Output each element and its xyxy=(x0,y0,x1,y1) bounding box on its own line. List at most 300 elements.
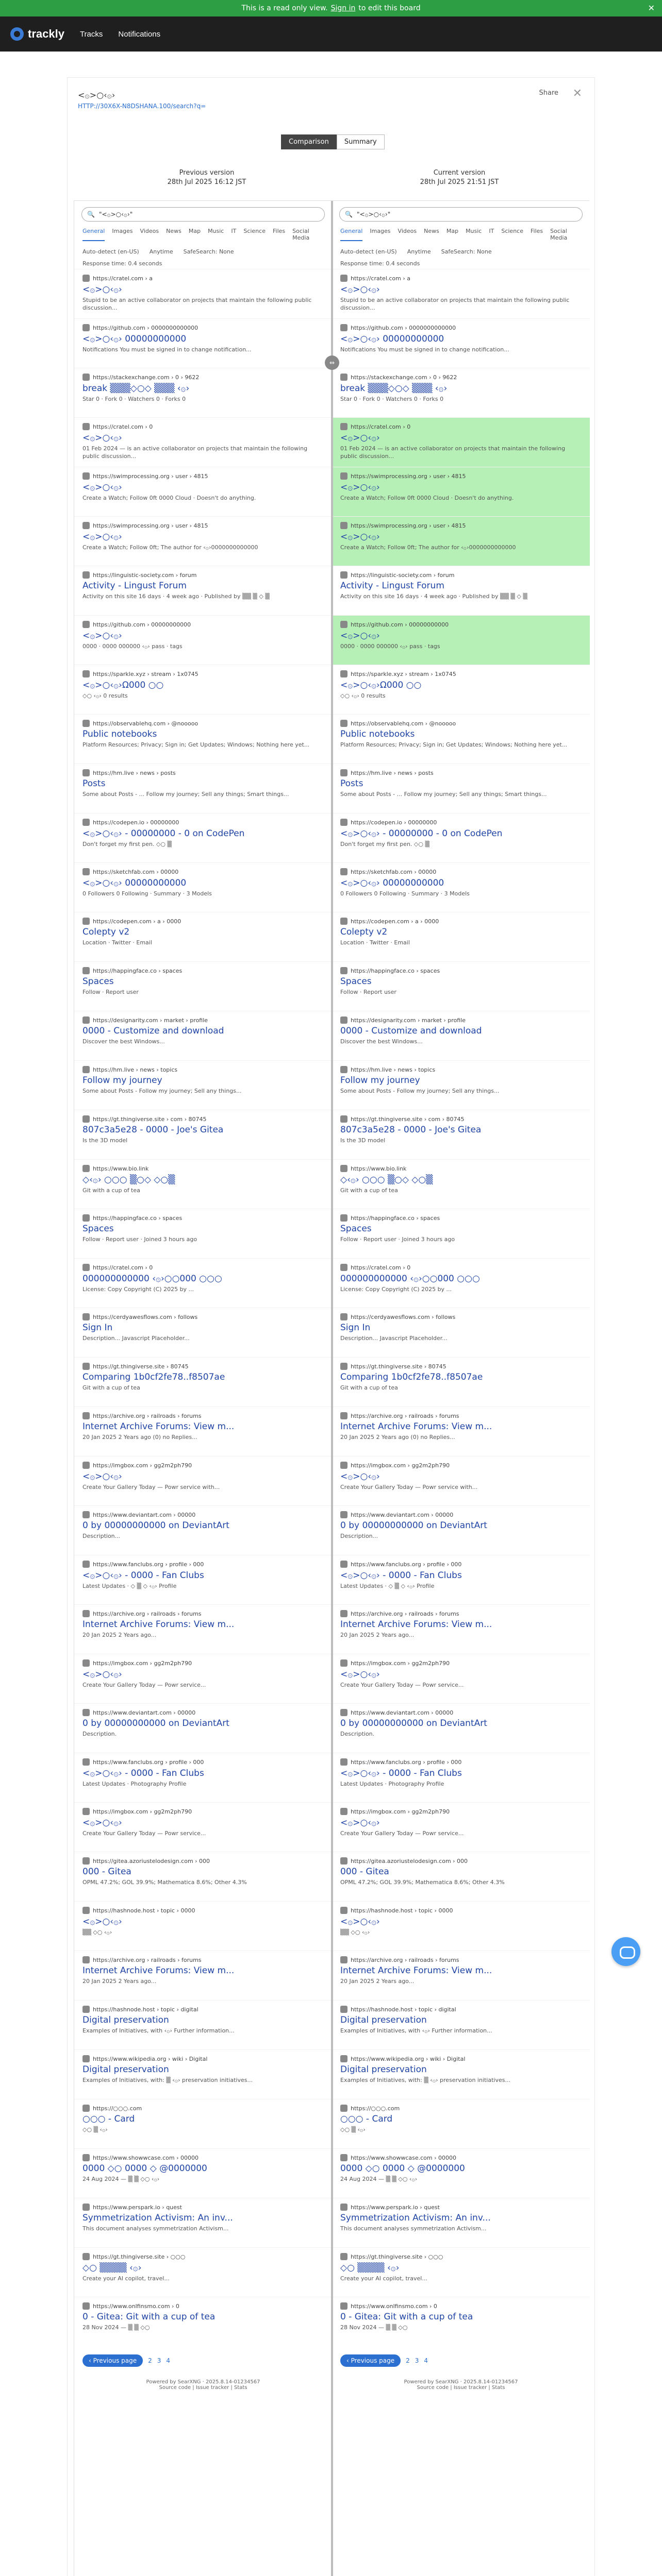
result-url: https://gitea.azoriustelodesign.com › 000 xyxy=(351,1857,468,1865)
search-result xyxy=(74,1951,332,2000)
result-title[interactable]: Activity - Lingust Forum xyxy=(340,581,444,591)
result-title[interactable]: <۞>○‹۞› xyxy=(340,284,380,295)
result-description: Is the 3D model xyxy=(82,1137,128,1144)
result-title[interactable]: Internet Archive Forums: View m... xyxy=(82,1421,235,1432)
result-title[interactable]: 0 by 00000000000 on DeviantArt xyxy=(340,1718,487,1728)
result-title[interactable]: <۞>○‹۞› xyxy=(340,631,380,641)
search-bar[interactable] xyxy=(339,207,583,222)
previous-page-button[interactable]: ‹ Previous page xyxy=(82,2354,143,2367)
result-source[interactable] xyxy=(340,720,582,727)
tab-comparison[interactable]: Comparison xyxy=(281,134,337,149)
result-source[interactable] xyxy=(340,1857,582,1865)
result-title[interactable]: 0 by 00000000000 on DeviantArt xyxy=(82,1718,229,1728)
favicon-icon xyxy=(82,2253,90,2260)
result-source[interactable] xyxy=(340,670,582,677)
close-icon[interactable]: ✕ xyxy=(648,3,655,13)
close-panel-icon[interactable]: ✕ xyxy=(572,87,582,100)
result-url: https://imgbox.com › gg2m2ph790 xyxy=(351,1462,450,1469)
result-source[interactable] xyxy=(82,374,324,381)
result-source[interactable] xyxy=(82,423,324,430)
result-title[interactable]: <۞>○‹۞› - 00000000 - 0 on CodePen xyxy=(340,828,503,839)
favicon-icon xyxy=(82,1462,90,1469)
result-title[interactable]: Colepty v2 xyxy=(340,927,388,937)
result-source[interactable] xyxy=(82,1907,324,1914)
category-tab[interactable]: General xyxy=(340,228,362,241)
result-source[interactable] xyxy=(340,522,582,529)
result-description: Git with a cup of tea xyxy=(340,1384,398,1391)
result-title[interactable]: 807c3a5e28 - 0000 - Joe's Gitea xyxy=(82,1125,224,1135)
result-title[interactable]: <۞>○‹۞› xyxy=(82,631,122,641)
result-title[interactable]: 000000000000 ‹۞›○○000 ○○○ xyxy=(82,1274,222,1284)
category-tab[interactable]: General xyxy=(82,228,105,241)
result-source[interactable] xyxy=(82,2006,324,2013)
result-source[interactable] xyxy=(82,967,324,974)
result-title[interactable]: Internet Archive Forums: View m... xyxy=(340,1421,492,1432)
footer xyxy=(74,2375,332,2395)
result-title[interactable]: <۞>○‹۞› xyxy=(340,1471,380,1482)
result-title[interactable]: 0 - Gitea: Git with a cup of tea xyxy=(82,2312,216,2322)
search-result xyxy=(74,714,332,764)
compare-slider-handle[interactable]: ⇔ xyxy=(325,355,339,370)
result-title[interactable]: 000 - Gitea xyxy=(82,1867,131,1877)
result-source[interactable] xyxy=(82,2055,324,2062)
result-source[interactable] xyxy=(340,918,582,925)
category-tab[interactable]: News xyxy=(424,228,439,234)
result-source[interactable] xyxy=(340,1610,582,1617)
result-title[interactable]: <۞>○‹۞›Ω000 ○○ xyxy=(82,680,164,690)
result-title[interactable]: <۞>○‹۞› - 0000 - Fan Clubs xyxy=(340,1570,462,1581)
search-result xyxy=(74,1209,332,1258)
result-title[interactable]: Digital preservation xyxy=(82,2015,169,2025)
previous-page-button[interactable]: ‹ Previous page xyxy=(340,2354,401,2367)
result-source[interactable] xyxy=(340,2204,582,2211)
result-title[interactable]: <۞>○‹۞›Ω000 ○○ xyxy=(340,680,422,690)
result-description: Git with a cup of tea xyxy=(82,1187,140,1194)
search-result xyxy=(74,1060,332,1110)
tab-summary[interactable]: Summary xyxy=(337,134,385,149)
result-title[interactable]: ◇‹۞› ○○○ ▒○◇ ◇○▒ xyxy=(340,1175,433,1185)
result-description: 0000 · 0000 000000 ‹۞› pass · tags xyxy=(82,643,183,650)
result-url: https://hashnode.host › topic › digital xyxy=(93,2006,198,2013)
footer-links[interactable]: Source code | Issue tracker | Stats xyxy=(159,2385,247,2391)
result-source[interactable] xyxy=(340,2154,582,2161)
result-title[interactable]: <۞>○‹۞› - 0000 - Fan Clubs xyxy=(82,1570,204,1581)
result-title[interactable]: Symmetrization Activism: An inv... xyxy=(82,2213,233,2223)
result-source[interactable] xyxy=(340,1412,582,1419)
result-source[interactable] xyxy=(82,472,324,480)
result-title[interactable]: <۞>○‹۞› 00000000000 xyxy=(340,878,444,888)
result-source[interactable] xyxy=(82,1363,324,1370)
filter-select[interactable]: Anytime xyxy=(149,248,173,255)
result-source[interactable] xyxy=(340,2302,582,2310)
search-result xyxy=(332,1011,590,1060)
result-source[interactable] xyxy=(82,720,324,727)
result-title[interactable]: ◇○ ▒▒▒▒ ‹۞› xyxy=(340,2263,400,2273)
result-source[interactable] xyxy=(82,1214,324,1222)
page-number-link[interactable]: 3 xyxy=(415,2357,419,2364)
favicon-icon xyxy=(340,720,347,727)
search-bar[interactable] xyxy=(81,207,325,222)
result-title[interactable]: ○○○ - Card xyxy=(340,2114,393,2124)
search-query: "<۞>○‹۞›" xyxy=(98,211,133,218)
result-source[interactable] xyxy=(82,1808,324,1815)
search-result xyxy=(332,467,590,516)
result-source[interactable] xyxy=(82,670,324,677)
result-url: https://archive.org › railroads › forums xyxy=(351,1956,459,1963)
result-source[interactable] xyxy=(340,1115,582,1123)
search-result xyxy=(74,269,332,318)
search-filters xyxy=(74,241,332,258)
result-description: Examples of Initiatives, with ‹۞› Further information... xyxy=(82,2027,235,2034)
favicon-icon xyxy=(340,1956,347,1963)
result-source[interactable] xyxy=(340,1956,582,1963)
result-title[interactable]: 0000 ◇○ 0000 ◇ @0000000 xyxy=(340,2163,465,2174)
demo-banner-text: This is a read only view. xyxy=(241,4,328,12)
filter-select[interactable]: Auto-detect (en-US) xyxy=(82,248,139,255)
result-url: https://codepen.io › 00000000 xyxy=(93,819,179,826)
category-tab[interactable]: Music xyxy=(208,228,224,234)
result-source[interactable] xyxy=(82,868,324,875)
result-source[interactable] xyxy=(82,1264,324,1271)
result-source[interactable] xyxy=(82,1709,324,1716)
category-tab[interactable]: Social Media xyxy=(292,228,310,241)
result-description: Description... Javascript Placeholder... xyxy=(340,1335,448,1342)
category-tab[interactable]: IT xyxy=(489,228,494,234)
result-source[interactable] xyxy=(82,621,324,628)
result-title[interactable]: Comparing 1b0cf2fe78..f8507ae xyxy=(82,1372,225,1382)
result-title[interactable]: Spaces xyxy=(340,1224,372,1234)
result-description: Latest Updates · ◇ ▒ ◇ ‹۞› Profile xyxy=(340,1583,435,1589)
result-title[interactable]: Internet Archive Forums: View m... xyxy=(340,1619,492,1630)
category-tab[interactable]: Videos xyxy=(398,228,417,234)
result-source[interactable] xyxy=(340,1808,582,1815)
result-source[interactable] xyxy=(82,2302,324,2310)
search-result xyxy=(332,1110,590,1159)
result-title[interactable]: <۞>○‹۞› 00000000000 xyxy=(82,334,187,344)
result-url: https://happingface.co › spaces xyxy=(93,1214,183,1222)
result-title[interactable]: <۞>○‹۞› xyxy=(82,1917,122,1927)
page-number-link[interactable]: 2 xyxy=(406,2357,410,2364)
result-title[interactable]: 0 - Gitea: Git with a cup of tea xyxy=(340,2312,473,2322)
result-description: Don't forget my first pen. ◇○ ▒ xyxy=(340,841,429,848)
result-description: Create Your Gallery Today — Powr service... xyxy=(340,1682,464,1688)
favicon-icon xyxy=(82,1561,90,1568)
result-description: 20 Jan 2025 2 Years ago (0) no Replies... xyxy=(82,1434,197,1440)
result-description: Notifications You must be signed in to change notification... xyxy=(82,346,252,353)
result-url: https://○○○.com xyxy=(93,2105,142,2112)
nav-link-tracks[interactable]: Tracks xyxy=(79,29,103,39)
result-title[interactable]: <۞>○‹۞› xyxy=(82,1669,122,1680)
result-description: 20 Jan 2025 2 Years ago... xyxy=(82,1978,157,1985)
result-source[interactable] xyxy=(82,1857,324,1865)
result-source[interactable] xyxy=(340,1511,582,1518)
favicon-icon xyxy=(82,1511,90,1518)
result-title[interactable]: <۞>○‹۞› xyxy=(340,433,380,443)
result-title[interactable]: 0 by 00000000000 on DeviantArt xyxy=(82,1520,229,1531)
result-source[interactable] xyxy=(340,1709,582,1716)
result-description: 20 Jan 2025 2 Years ago (0) no Replies... xyxy=(340,1434,455,1440)
result-title[interactable]: <۞>○‹۞› 00000000000 xyxy=(82,878,187,888)
category-tab[interactable]: Map xyxy=(446,228,459,234)
category-tab[interactable]: News xyxy=(166,228,181,234)
result-url: https://gt.thingiverse.site › 80745 xyxy=(351,1363,446,1370)
result-url: https://codepen.io › 00000000 xyxy=(351,819,437,826)
result-source[interactable] xyxy=(82,1956,324,1963)
result-source[interactable] xyxy=(340,2055,582,2062)
result-title[interactable]: <۞>○‹۞› xyxy=(340,532,380,542)
result-title[interactable]: ○○○ - Card xyxy=(82,2114,135,2124)
result-source[interactable] xyxy=(340,1165,582,1172)
page-number-link[interactable]: 3 xyxy=(157,2357,161,2364)
result-title[interactable]: <۞>○‹۞› 00000000000 xyxy=(340,334,444,344)
result-title[interactable]: <۞>○‹۞› xyxy=(82,482,122,493)
previous-screenshot xyxy=(74,201,332,2576)
result-title[interactable]: ◇○ ▒▒▒▒ ‹۞› xyxy=(82,2263,142,2273)
result-description: Stupid to be an active collaborator on projects that maintain the following public discussion... xyxy=(340,297,570,311)
result-source[interactable] xyxy=(340,374,582,381)
result-url: https://cratel.com › 0 xyxy=(351,1264,411,1271)
result-title[interactable]: Activity - Lingust Forum xyxy=(82,581,187,591)
result-title[interactable]: <۞>○‹۞› xyxy=(82,532,122,542)
result-title[interactable]: <۞>○‹۞› xyxy=(340,1818,380,1828)
result-source[interactable] xyxy=(82,918,324,925)
result-title[interactable]: <۞>○‹۞› - 0000 - Fan Clubs xyxy=(82,1768,204,1778)
result-title[interactable]: Public notebooks xyxy=(340,729,415,739)
result-source[interactable] xyxy=(82,1016,324,1024)
result-source[interactable] xyxy=(340,2006,582,2013)
result-title[interactable]: Sign In xyxy=(340,1323,371,1333)
result-url: https://www.onlfinsmo.com › 0 xyxy=(351,2302,437,2310)
result-title[interactable]: 000000000000 ‹۞›○○000 ○○○ xyxy=(340,1274,480,1284)
result-title[interactable]: Digital preservation xyxy=(340,2064,427,2075)
page-number-link[interactable]: 4 xyxy=(424,2357,428,2364)
result-url: https://codepen.com › a › 0000 xyxy=(93,918,181,925)
result-source[interactable] xyxy=(340,1907,582,1914)
result-source[interactable] xyxy=(340,1264,582,1271)
result-title[interactable]: 0 by 00000000000 on DeviantArt xyxy=(340,1520,487,1531)
view-tabs xyxy=(281,134,385,149)
filter-select[interactable]: Auto-detect (en-US) xyxy=(340,248,397,255)
result-title[interactable]: Public notebooks xyxy=(82,729,157,739)
result-source[interactable] xyxy=(82,1758,324,1766)
result-description: Create your AI copilot, travel... xyxy=(82,2275,170,2282)
result-title[interactable]: <۞>○‹۞› xyxy=(82,1471,122,1482)
result-title[interactable]: <۞>○‹۞› xyxy=(340,1917,380,1927)
search-result xyxy=(74,1308,332,1357)
result-source[interactable] xyxy=(82,1412,324,1419)
result-description: Some about Posts - ... Follow my journey; Sell any things; Smart things... xyxy=(340,791,547,798)
result-source[interactable] xyxy=(340,2105,582,2112)
result-source[interactable] xyxy=(340,275,582,282)
result-source[interactable] xyxy=(82,819,324,826)
result-title[interactable]: Digital preservation xyxy=(340,2015,427,2025)
result-title[interactable]: Comparing 1b0cf2fe78..f8507ae xyxy=(340,1372,483,1382)
result-title[interactable]: Follow my journey xyxy=(82,1075,162,1086)
favicon-icon xyxy=(82,819,90,826)
result-title[interactable]: Symmetrization Activism: An inv... xyxy=(340,2213,491,2223)
search-result xyxy=(332,1308,590,1357)
search-result xyxy=(332,1703,590,1753)
result-url: https://cratel.com › 0 xyxy=(93,1264,153,1271)
share-button[interactable]: Share xyxy=(539,89,558,97)
result-url: https://imgbox.com › gg2m2ph790 xyxy=(351,1659,450,1667)
favicon-icon xyxy=(340,1214,347,1222)
search-result xyxy=(332,2297,590,2346)
sign-in-link[interactable]: Sign in xyxy=(330,4,356,12)
result-source[interactable] xyxy=(340,1462,582,1469)
result-source[interactable] xyxy=(340,967,582,974)
category-tab[interactable]: Images xyxy=(112,228,133,234)
category-tab[interactable]: Images xyxy=(370,228,391,234)
result-title[interactable]: 0000 - Customize and download xyxy=(340,1026,482,1036)
result-source[interactable] xyxy=(340,868,582,875)
favicon-icon xyxy=(82,1313,90,1320)
result-title[interactable]: 807c3a5e28 - 0000 - Joe's Gitea xyxy=(340,1125,482,1135)
result-url: https://swimprocessing.org › user › 4815 xyxy=(93,472,208,480)
result-source[interactable] xyxy=(82,571,324,579)
result-source[interactable] xyxy=(82,1659,324,1667)
category-tab[interactable]: Files xyxy=(531,228,543,234)
result-description: License: Copy Copyright (C) 2025 by ... xyxy=(340,1286,452,1293)
result-source[interactable] xyxy=(340,1363,582,1370)
search-result xyxy=(74,2000,332,2049)
result-source[interactable] xyxy=(82,324,324,331)
category-tab[interactable]: Music xyxy=(466,228,482,234)
page-number-link[interactable]: 2 xyxy=(148,2357,152,2364)
favicon-icon xyxy=(340,472,347,480)
result-source[interactable] xyxy=(340,324,582,331)
result-description: Create a Watch; Follow 0ft 0000 Cloud · Doesn't do anything. xyxy=(82,495,256,501)
result-title[interactable]: 0000 ◇○ 0000 ◇ @0000000 xyxy=(82,2163,207,2174)
result-source[interactable] xyxy=(340,1066,582,1073)
result-url: https://gt.thingiverse.site › ○○○ xyxy=(93,2253,186,2260)
result-source[interactable] xyxy=(82,1066,324,1073)
chat-help-button[interactable] xyxy=(611,1937,640,1966)
result-source[interactable] xyxy=(82,1610,324,1617)
result-source[interactable] xyxy=(82,275,324,282)
page-url-link[interactable]: HTTP://30X6X-N8DSHANA.100/search?q= xyxy=(78,103,206,110)
result-source[interactable] xyxy=(82,1313,324,1320)
result-title[interactable]: ◇‹۞› ○○○ ▒○◇ ◇○▒ xyxy=(82,1175,175,1185)
category-tab[interactable]: Map xyxy=(188,228,201,234)
result-source[interactable] xyxy=(82,1115,324,1123)
filter-select[interactable]: Anytime xyxy=(407,248,431,255)
result-title[interactable]: 000 - Gitea xyxy=(340,1867,389,1877)
result-description: 24 Aug 2024 — ▒ ▒ ◇○ ‹۞› xyxy=(82,2176,160,2182)
favicon-icon xyxy=(82,1165,90,1172)
favicon-icon xyxy=(82,1659,90,1667)
result-source[interactable] xyxy=(82,2105,324,2112)
result-source[interactable] xyxy=(340,819,582,826)
result-source[interactable] xyxy=(82,2253,324,2260)
result-title[interactable]: <۞>○‹۞› - 00000000 - 0 on CodePen xyxy=(82,828,245,839)
result-source[interactable] xyxy=(340,2253,582,2260)
result-source[interactable] xyxy=(340,1313,582,1320)
result-source[interactable] xyxy=(82,522,324,529)
result-source[interactable] xyxy=(82,1462,324,1469)
result-description: Examples of Initiatives, with: ▒ ‹۞› preservation initiatives... xyxy=(82,2077,253,2083)
result-title[interactable]: Follow my journey xyxy=(340,1075,420,1086)
category-tab[interactable]: Science xyxy=(243,228,266,234)
result-description: Stupid to be an active collaborator on projects that maintain the following public discussion... xyxy=(82,297,312,311)
favicon-icon xyxy=(82,2302,90,2310)
result-title[interactable]: Posts xyxy=(340,778,363,789)
category-tab[interactable]: Videos xyxy=(140,228,159,234)
category-tab[interactable]: Social Media xyxy=(550,228,568,241)
result-url: https://www.showwcase.com › 00000 xyxy=(351,2154,456,2161)
nav-link-notifications[interactable]: Notifications xyxy=(118,29,161,39)
result-source[interactable] xyxy=(82,2204,324,2211)
result-source[interactable] xyxy=(82,769,324,776)
result-title[interactable]: Posts xyxy=(82,778,106,789)
result-source[interactable] xyxy=(340,1758,582,1766)
result-source[interactable] xyxy=(340,423,582,430)
page-number-link[interactable]: 4 xyxy=(166,2357,171,2364)
filter-select[interactable]: SafeSearch: None xyxy=(183,248,234,255)
result-title[interactable]: Spaces xyxy=(82,976,114,987)
result-title[interactable]: Spaces xyxy=(82,1224,114,1234)
result-title[interactable]: Internet Archive Forums: View m... xyxy=(82,1965,235,1976)
result-source[interactable] xyxy=(340,621,582,628)
result-title[interactable]: Sign In xyxy=(82,1323,113,1333)
brand-logo[interactable] xyxy=(10,27,64,41)
footer xyxy=(332,2375,590,2395)
result-source[interactable] xyxy=(82,1165,324,1172)
result-url: https://cratel.com › a xyxy=(93,275,153,282)
result-title[interactable]: Spaces xyxy=(340,976,372,987)
result-title[interactable]: Colepty v2 xyxy=(82,927,130,937)
result-source[interactable] xyxy=(82,1561,324,1568)
result-title[interactable]: <۞>○‹۞› xyxy=(82,433,122,443)
result-source[interactable] xyxy=(340,571,582,579)
category-tab[interactable]: IT xyxy=(231,228,237,234)
result-source[interactable] xyxy=(340,1214,582,1222)
result-title[interactable]: break ▒▒▒◇○◇ ▒▒▒ ‹۞› xyxy=(82,383,190,394)
filter-select[interactable]: SafeSearch: None xyxy=(441,248,492,255)
result-title[interactable]: break ▒▒▒◇○◇ ▒▒▒ ‹۞› xyxy=(340,383,448,394)
result-title[interactable]: <۞>○‹۞› xyxy=(340,482,380,493)
result-source[interactable] xyxy=(340,1016,582,1024)
result-title[interactable]: <۞>○‹۞› xyxy=(340,1669,380,1680)
favicon-icon xyxy=(82,1758,90,1766)
result-title[interactable]: Internet Archive Forums: View m... xyxy=(340,1965,492,1976)
result-source[interactable] xyxy=(340,472,582,480)
result-source[interactable] xyxy=(82,2154,324,2161)
result-title[interactable]: 0000 - Customize and download xyxy=(82,1026,224,1036)
search-result xyxy=(74,1406,332,1456)
compare-divider[interactable] xyxy=(331,201,333,2576)
footer-links[interactable]: Source code | Issue tracker | Stats xyxy=(417,2385,505,2391)
result-source[interactable] xyxy=(340,769,582,776)
category-tab[interactable]: Science xyxy=(501,228,523,234)
favicon-icon xyxy=(340,374,347,381)
result-title[interactable]: <۞>○‹۞› xyxy=(82,1818,122,1828)
category-tabs xyxy=(332,228,590,241)
category-tab[interactable]: Files xyxy=(273,228,286,234)
search-result xyxy=(74,1802,332,1852)
result-source[interactable] xyxy=(340,1659,582,1667)
search-result xyxy=(332,1753,590,1802)
result-title[interactable]: Digital preservation xyxy=(82,2064,169,2075)
result-url: https://sparkle.xyz › stream › 1x0745 xyxy=(93,670,198,677)
search-result xyxy=(332,1852,590,1901)
result-title[interactable]: <۞>○‹۞› xyxy=(82,284,122,295)
result-source[interactable] xyxy=(82,1511,324,1518)
result-description: ▒▒ ◇○ ‹۞› xyxy=(82,1929,112,1936)
result-title[interactable]: Internet Archive Forums: View m... xyxy=(82,1619,235,1630)
result-title[interactable]: <۞>○‹۞› - 0000 - Fan Clubs xyxy=(340,1768,462,1778)
result-source[interactable] xyxy=(340,1561,582,1568)
